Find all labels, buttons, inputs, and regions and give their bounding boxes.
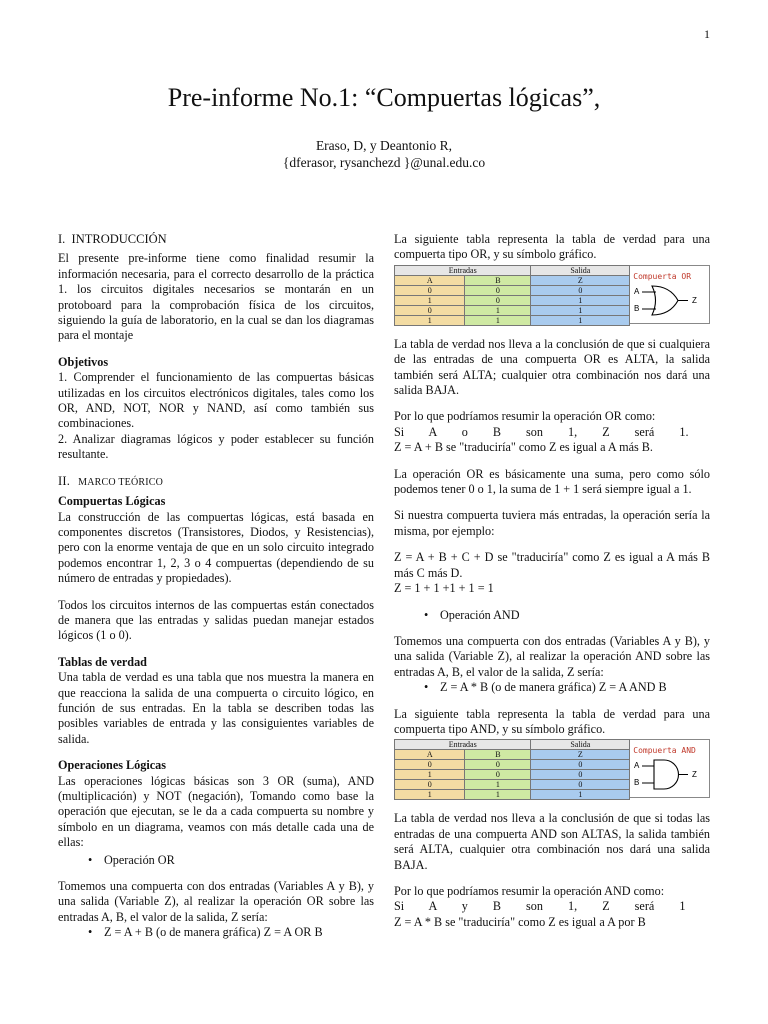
cell-b: 1 (465, 315, 531, 325)
bullet-operacion-or: • Operación OR (58, 853, 374, 868)
tablas-paragraph: Una tabla de verdad es una tabla que nos muestra la manera en que reacciona la salida de una compuerta o circuito lógico, en función de sus entradas. En la tabla se describen todas las posibles variables de entrada y las consiguientes variables de salida. (58, 670, 374, 746)
table-row (395, 770, 630, 780)
cell-z: 0 (531, 285, 630, 295)
more-inputs-result: Z = 1 + 1 +1 + 1 = 1 (394, 581, 494, 596)
or-formula: • Z = A + B (o de manera gráfica) Z = A OR B (58, 925, 374, 940)
or-summary-3: Z = A + B se "traduciría" como Z es igual a A más B. (394, 440, 653, 455)
cell-b: 0 (465, 770, 531, 780)
section-heading-marco-teorico (58, 474, 374, 490)
cell-a: 0 (395, 305, 465, 315)
author-names: Eraso, D, y Deantonio R, (315, 138, 453, 153)
right-column (394, 232, 710, 930)
table-head-output: Salida (531, 265, 630, 275)
section-number: II. (58, 473, 71, 488)
or-gate-icon (632, 281, 706, 321)
col-header-b: B (465, 750, 531, 760)
more-inputs-paragraph: Si nuestra compuerta tuviera más entradas, la operación sería la misma, por ejemplo: (394, 508, 710, 538)
col-header-z: Z (531, 750, 630, 760)
section-heading-introduccion (58, 232, 374, 247)
cell-b: 0 (465, 760, 531, 770)
cell-b: 0 (465, 295, 531, 305)
table-head-inputs: Entradas (395, 740, 531, 750)
cell-z: 0 (531, 780, 630, 790)
operaciones-heading: Operaciones Lógicas (58, 758, 166, 773)
gate-output-z: Z (692, 770, 698, 780)
compuertas-paragraph-1: La construcción de las compuertas lógicas, está basada en componentes discretos (Transistores, Diodos, y Resistencias), pero con la enorme ventaja de que en un solo circuito integrado podemos encontrar 1, 2, 3 o 4 compuertas (dependiendo de su número de entradas y propiedades). (58, 509, 374, 586)
or-truth-table (394, 265, 630, 326)
cell-b: 1 (465, 780, 531, 790)
and-summary-3: Z = A * B se "traduciría" como Z es igual a A por B (394, 914, 646, 929)
table-row (395, 285, 630, 295)
section-title: INTRODUCCIÓN (71, 232, 167, 246)
table-row (395, 305, 630, 315)
cell-a: 0 (395, 760, 465, 770)
table-row (395, 790, 630, 800)
cell-z: 0 (531, 760, 630, 770)
more-inputs-formula: Z = A + B + C + D se "traduciría" como Z es igual a A más B más C más D. (394, 550, 710, 580)
compuertas-heading: Compuertas Lógicas (58, 494, 166, 509)
author-emails: {dferasor, rysanchezd }@unal.edu.co (282, 155, 486, 170)
col-header-b: B (465, 275, 531, 285)
operaciones-paragraph: Las operaciones lógicas básicas son 3 OR (suma), AND (multiplicación) y NOT (negación), Tomando como base la operación que ejecutan, se le da a cada compuerta su nombre y símbolo en un diagrama, veamos con más detalle cada una de ellas: (58, 773, 374, 850)
table-head-inputs: Entradas (395, 265, 531, 275)
or-truth-table-figure (394, 265, 710, 326)
and-gate-symbol (630, 739, 710, 798)
objetivos-heading: Objetivos (58, 354, 109, 369)
table-head-output: Salida (531, 740, 630, 750)
col-header-z: Z (531, 275, 630, 285)
and-conclusion: La tabla de verdad nos lleva a la conclusión de que si todas las entradas de una compuerta AND son ALTAS, la salida también será ALTA, cualquier otra combinación nos dará una salida BAJA. (394, 811, 710, 872)
and-table-intro: La siguiente tabla representa la tabla de verdad para una compuerta tipo AND, y su símbolo gráfico. (394, 706, 710, 736)
section-title: MARCO TEÓRICO (78, 476, 164, 488)
table-row (395, 295, 630, 305)
compuertas-paragraph-2: Todos los circuitos internos de las compuertas están conectados de manera que las entradas y salidas puedan manejar estados lógicos (1 o 0). (58, 597, 374, 643)
gate-input-b: B (634, 778, 640, 788)
gate-label: Compuerta OR (633, 271, 692, 281)
table-row (395, 315, 630, 325)
bullet-operacion-and: • Operación AND (394, 608, 710, 623)
intro-paragraph: El presente pre-informe tiene como finalidad resumir la información necesaria, para el correcto desarrollo de la práctica 1. los circuitos digitales necesarios se montarán en un protoboard para la comprobación física de los circuitos, siguiendo la guía de laboratorio, en la cual se dan los diagramas para el montaje (58, 251, 374, 343)
and-gate-icon (632, 755, 706, 795)
gate-input-a: A (634, 286, 640, 296)
and-truth-table-figure (394, 739, 710, 800)
gate-label: Compuerta AND (633, 746, 696, 756)
gate-input-a: A (634, 761, 640, 771)
cell-a: 1 (395, 315, 465, 325)
cell-a: 0 (395, 285, 465, 295)
objetivo-1: 1. Comprender el funcionamiento de las compuertas básicas utilizadas en los circuitos electrónicos digitales, tales como los OR, AND, NOT, NOR y NAND, así como también sus combinaciones. (58, 370, 374, 431)
cell-a: 1 (395, 295, 465, 305)
cell-b: 1 (465, 305, 531, 315)
cell-z: 1 (531, 790, 630, 800)
cell-z: 1 (531, 315, 630, 325)
or-sum-paragraph: La operación OR es básicamente una suma, pero como sólo podemos tener 0 o 1, la suma de 1 + 1 será siempre igual a 1. (394, 466, 710, 497)
author-block (0, 137, 768, 171)
cell-z: 0 (531, 770, 630, 780)
and-summary-1: Por lo que podríamos resumir la operación AND como: (394, 883, 665, 898)
or-summary-2: Si A o B son 1, Z será 1. (394, 424, 689, 439)
col-header-a: A (395, 750, 465, 760)
and-paragraph: Tomemos una compuerta con dos entradas (Variables A y B), y una salida (Variable Z), al realizar la operación AND sobre las entradas A, B, el valor de la salida, Z sería: (394, 633, 710, 679)
cell-a: 0 (395, 780, 465, 790)
cell-a: 1 (395, 790, 465, 800)
and-formula: • Z = A * B (o de manera gráfica) Z = A AND B (394, 680, 710, 695)
page-number: 1 (704, 27, 710, 41)
or-gate-symbol (630, 265, 710, 324)
objetivo-2: 2. Analizar diagramas lógicos y poder establecer su función resultante. (58, 431, 374, 462)
gate-input-b: B (634, 303, 640, 313)
or-summary-1: Por lo que podríamos resumir la operación OR como: (394, 409, 656, 424)
and-truth-table (394, 739, 630, 800)
or-conclusion: La tabla de verdad nos lleva a la conclusión de que si cualquiera de las entradas de una compuerta OR es ALTA, la salida también será ALTA; cualquier otra combinación nos dará una salida BAJA. (394, 336, 710, 398)
table-row (395, 760, 630, 770)
tablas-heading: Tablas de verdad (58, 654, 147, 669)
cell-z: 1 (531, 295, 630, 305)
col-header-a: A (395, 275, 465, 285)
or-table-intro: La siguiente tabla representa la tabla de verdad para una compuerta tipo OR, y su símbolo gráfico. (394, 232, 710, 262)
cell-z: 1 (531, 305, 630, 315)
cell-b: 0 (465, 285, 531, 295)
cell-b: 1 (465, 790, 531, 800)
section-number: I. (58, 232, 66, 246)
cell-a: 1 (395, 770, 465, 780)
and-summary-2: Si A y B son 1, Z será 1 (394, 899, 686, 914)
or-paragraph: Tomemos una compuerta con dos entradas (Variables A y B), y una salida (Variable Z), al realizar la operación OR sobre las entradas A, B, el valor de la salida, Z sería: (58, 879, 374, 924)
paper-title: Pre-informe No.1: “Compuertas lógicas”, (167, 83, 601, 112)
left-column (58, 232, 374, 945)
gate-output-z: Z (692, 295, 698, 305)
table-row (395, 780, 630, 790)
